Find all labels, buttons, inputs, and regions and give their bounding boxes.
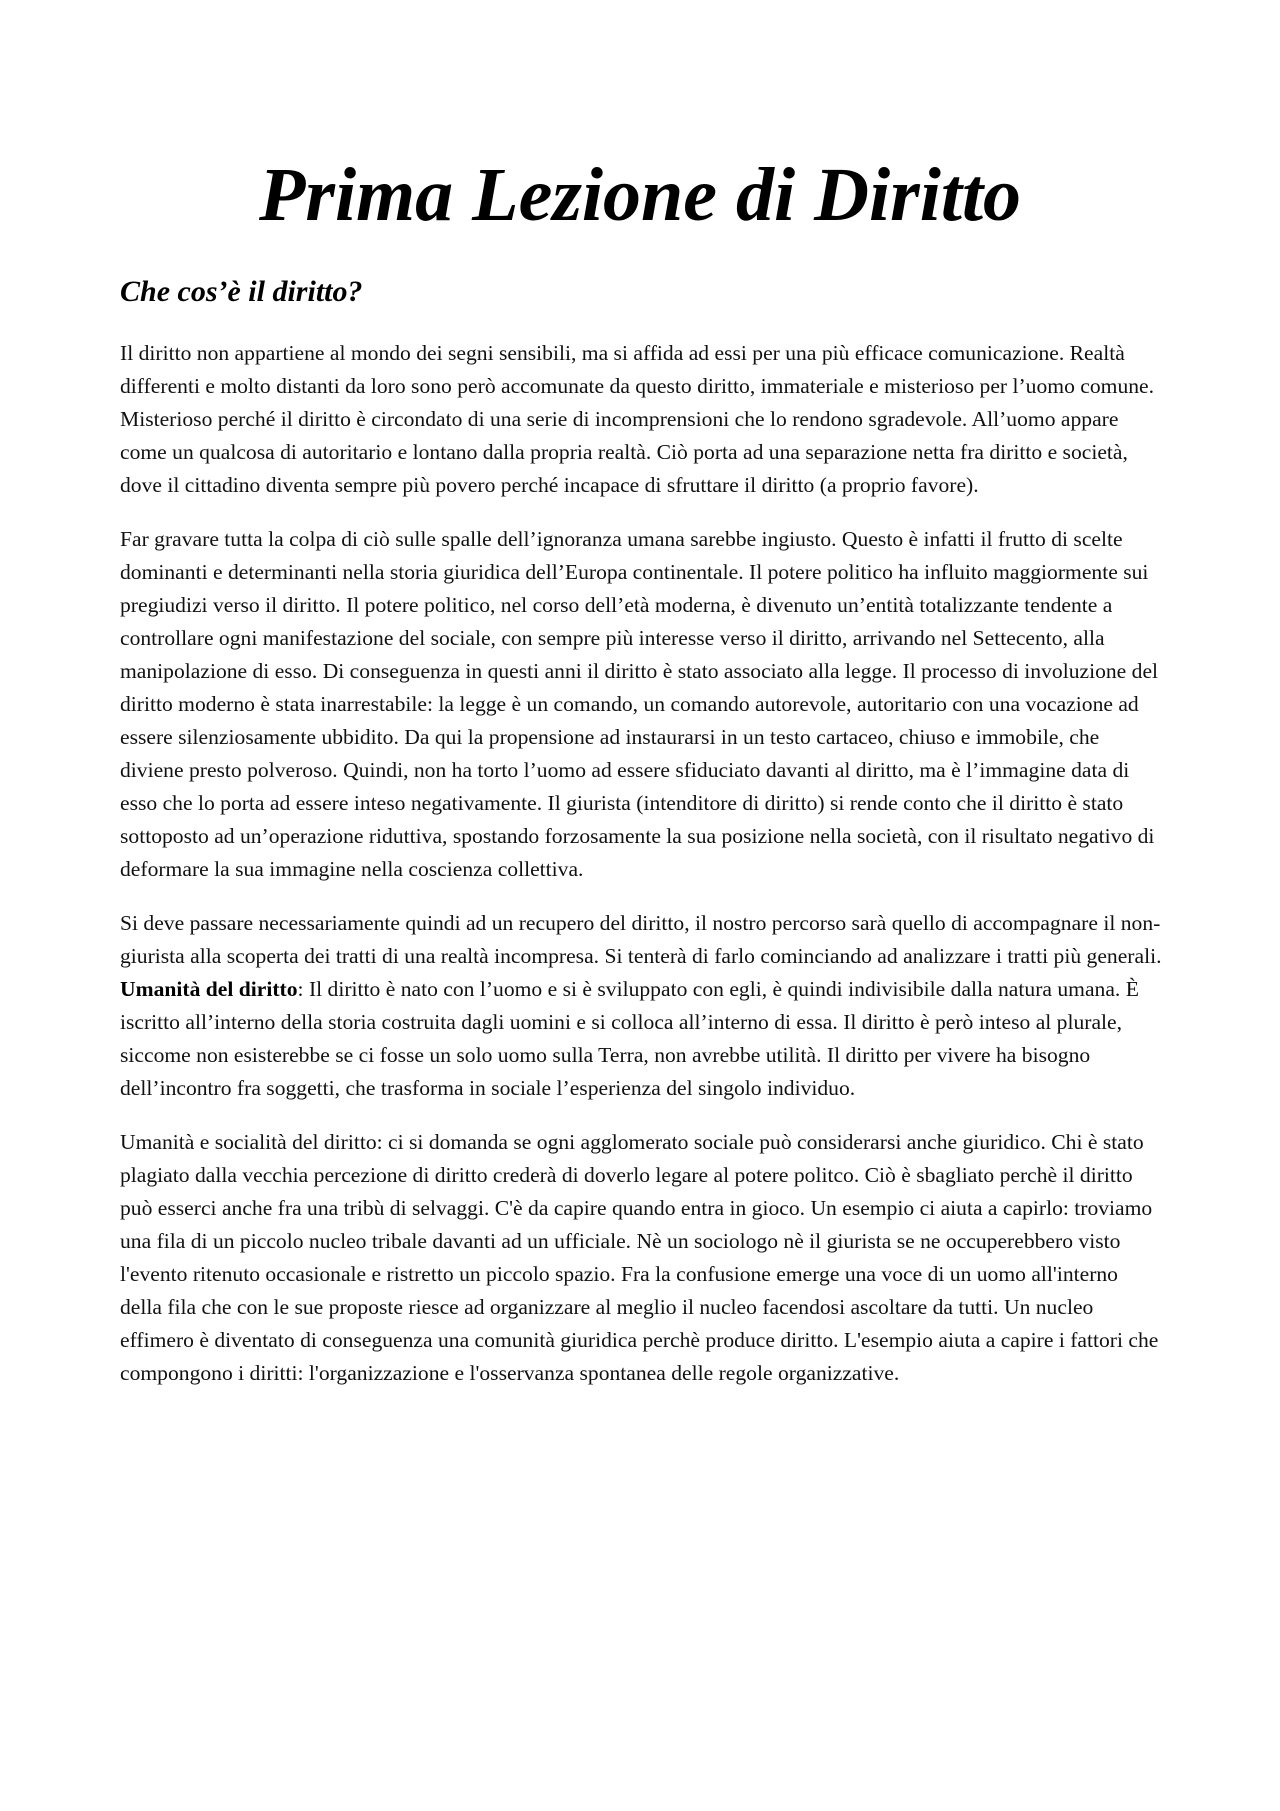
paragraph-2: Far gravare tutta la colpa di ciò sulle spalle dell’ignoranza umana sarebbe ingiusto. Questo è infatti il frutto di scelte dominanti e determinanti nella storia giuridica dell’Europa continentale. Il potere politico ha influito maggiormente sui pregiudizi verso il diritto. Il potere politico, nel corso dell’età moderna, è divenuto un’entità totalizzante tendente a controllare ogni manifestazione del sociale, con sempre più interesse verso il diritto, arrivando nel Settecento, alla manipolazione di esso. Di conseguenza in questi anni il diritto è stato associato alla legge. Il processo di involuzione del diritto moderno è stata inarrestabile: la legge è un comando, un comando autorevole, autoritario con una vocazione ad essere silenziosamente ubbidito. Da qui la propensione ad instaurarsi in un testo cartaceo, chiuso e immobile, che diviene presto polveroso. Quindi, non ha torto l’uomo ad essere sfiduciato davanti al diritto, ma è l’immagine data di esso che lo porta ad essere inteso negativamente. Il giurista (intenditore di diritto) si rende conto che il diritto è stato sottoposto ad un’operazione riduttiva, spostando forzosamente la sua posizione nella società, con il risultato negativo di deformare la sua immagine nella coscienza collettiva. (120, 527, 1159, 881)
paragraph-3-text-before: Si deve passare necessariamente quindi ad un recupero del diritto, il nostro percorso sarà quello di accompagnare il non-giurista alla scoperta dei tratti di una realtà incompresa. Si tenterà di farlo cominciando ad analizzare i tratti più generali. (120, 911, 1162, 968)
document-title: Prima Lezione di Diritto (258, 153, 1022, 237)
paragraph-4: Umanità e socialità del diritto: ci si domanda se ogni agglomerato sociale può considerarsi anche giuridico. Chi è stato plagiato dalla vecchia percezione di diritto crederà di doverlo legare al potere politco. Ciò è sbagliato perchè il diritto può esserci anche fra una tribù di selvaggi. C'è da capire quando entra in gioco. Un esempio ci aiuta a capirlo: troviamo una fila di un piccolo nucleo tribale davanti ad un ufficiale. Nè un sociologo nè il giurista se ne occuperebbero visto l'evento ritenuto occasionale e ristretto un piccolo spazio. Fra la confusione emerge una voce di un uomo all'interno della fila che con le sue proposte riesce ad organizzare al meglio il nucleo facendosi ascoltare da tutti. Un nucleo effimero è diventato di conseguenza una comunità giuridica perchè produce diritto. L'esempio aiuta a capire i fattori che compongono i diritti: l'organizzazione e l'osservanza spontanea delle regole organizzative. (120, 1130, 1159, 1385)
body-text (120, 337, 1165, 1390)
paragraph-3 (120, 907, 1165, 1105)
paragraph-3-bold-term: Umanità del diritto (120, 977, 298, 1001)
section-heading: Che cos’è il diritto? (120, 275, 363, 308)
paragraph-1: Il diritto non appartiene al mondo dei segni sensibili, ma si affida ad essi per una più efficace comunicazione. Realtà differenti e molto distanti da loro sono però accomunate da questo diritto, immateriale e misterioso per l’uomo comune. Misterioso perché il diritto è circondato di una serie di incomprensioni che lo rendono sgradevole. All’uomo appare come un qualcosa di autoritario e lontano dalla propria realtà. Ciò porta ad una separazione netta fra diritto e società, dove il cittadino diventa sempre più povero perché incapace di sfruttare il diritto (a proprio favore). (120, 341, 1155, 497)
paragraph-3-text-after: : Il diritto è nato con l’uomo e si è sviluppato con egli, è quindi indivisibile dalla natura umana. È iscritto all’interno della storia costruita dagli uomini e si colloca all’interno di essa. Il diritto è però inteso al plurale, siccome non esisterebbe se ci fosse un solo uomo sulla Terra, non avrebbe utilità. Il diritto per vivere ha bisogno dell’incontro fra soggetti, che trasforma in sociale l’esperienza del singolo individuo. (120, 977, 1139, 1100)
